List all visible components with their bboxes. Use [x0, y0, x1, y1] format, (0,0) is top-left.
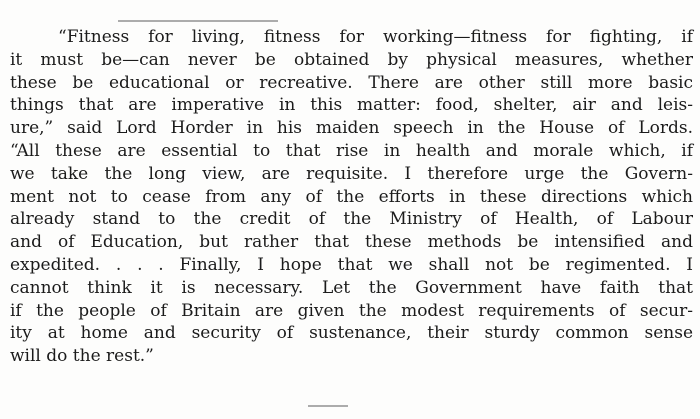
text-line-13: if the people of Britain are given the modest requirements of secur-: [10, 300, 693, 321]
text-line-14: ity at home and security of sustenance, their sturdy common sense: [10, 323, 693, 344]
article-paragraph: [10, 26, 693, 368]
text-line-2: it must be—can never be obtained by physical measures, whether: [10, 49, 693, 70]
text-line-1: “Fitness for living, fitness for working—fitness for fighting, if: [58, 27, 693, 47]
text-line-8: ment not to cease from any of the efforts in these directions which: [10, 186, 693, 207]
text-line-4: things that are imperative in this matter: food, shelter, air and leis-: [10, 95, 693, 116]
text-line-11: expedited. . . . Finally, I hope that we shall not be regimented. I: [10, 254, 693, 275]
print-smudge-top: [118, 20, 278, 22]
text-line-15: will do the rest.”: [10, 346, 154, 367]
text-line-10: and of Education, but rather that these methods be intensified and: [10, 232, 693, 253]
text-line-6: “All these are essential to that rise in health and morale which, if: [10, 140, 693, 161]
text-line-7: we take the long view, are requisite. I therefore urge the Govern-: [10, 163, 693, 184]
print-smudge-bottom: [308, 405, 348, 407]
text-line-12: cannot think it is necessary. Let the Government have faith that: [10, 277, 693, 298]
text-line-5: ure,” said Lord Horder in his maiden speech in the House of Lords.: [10, 118, 693, 139]
text-line-9: already stand to the credit of the Ministry of Health, of Labour: [10, 209, 693, 230]
text-line-3: these be educational or recreative. There are other still more basic: [10, 72, 693, 93]
